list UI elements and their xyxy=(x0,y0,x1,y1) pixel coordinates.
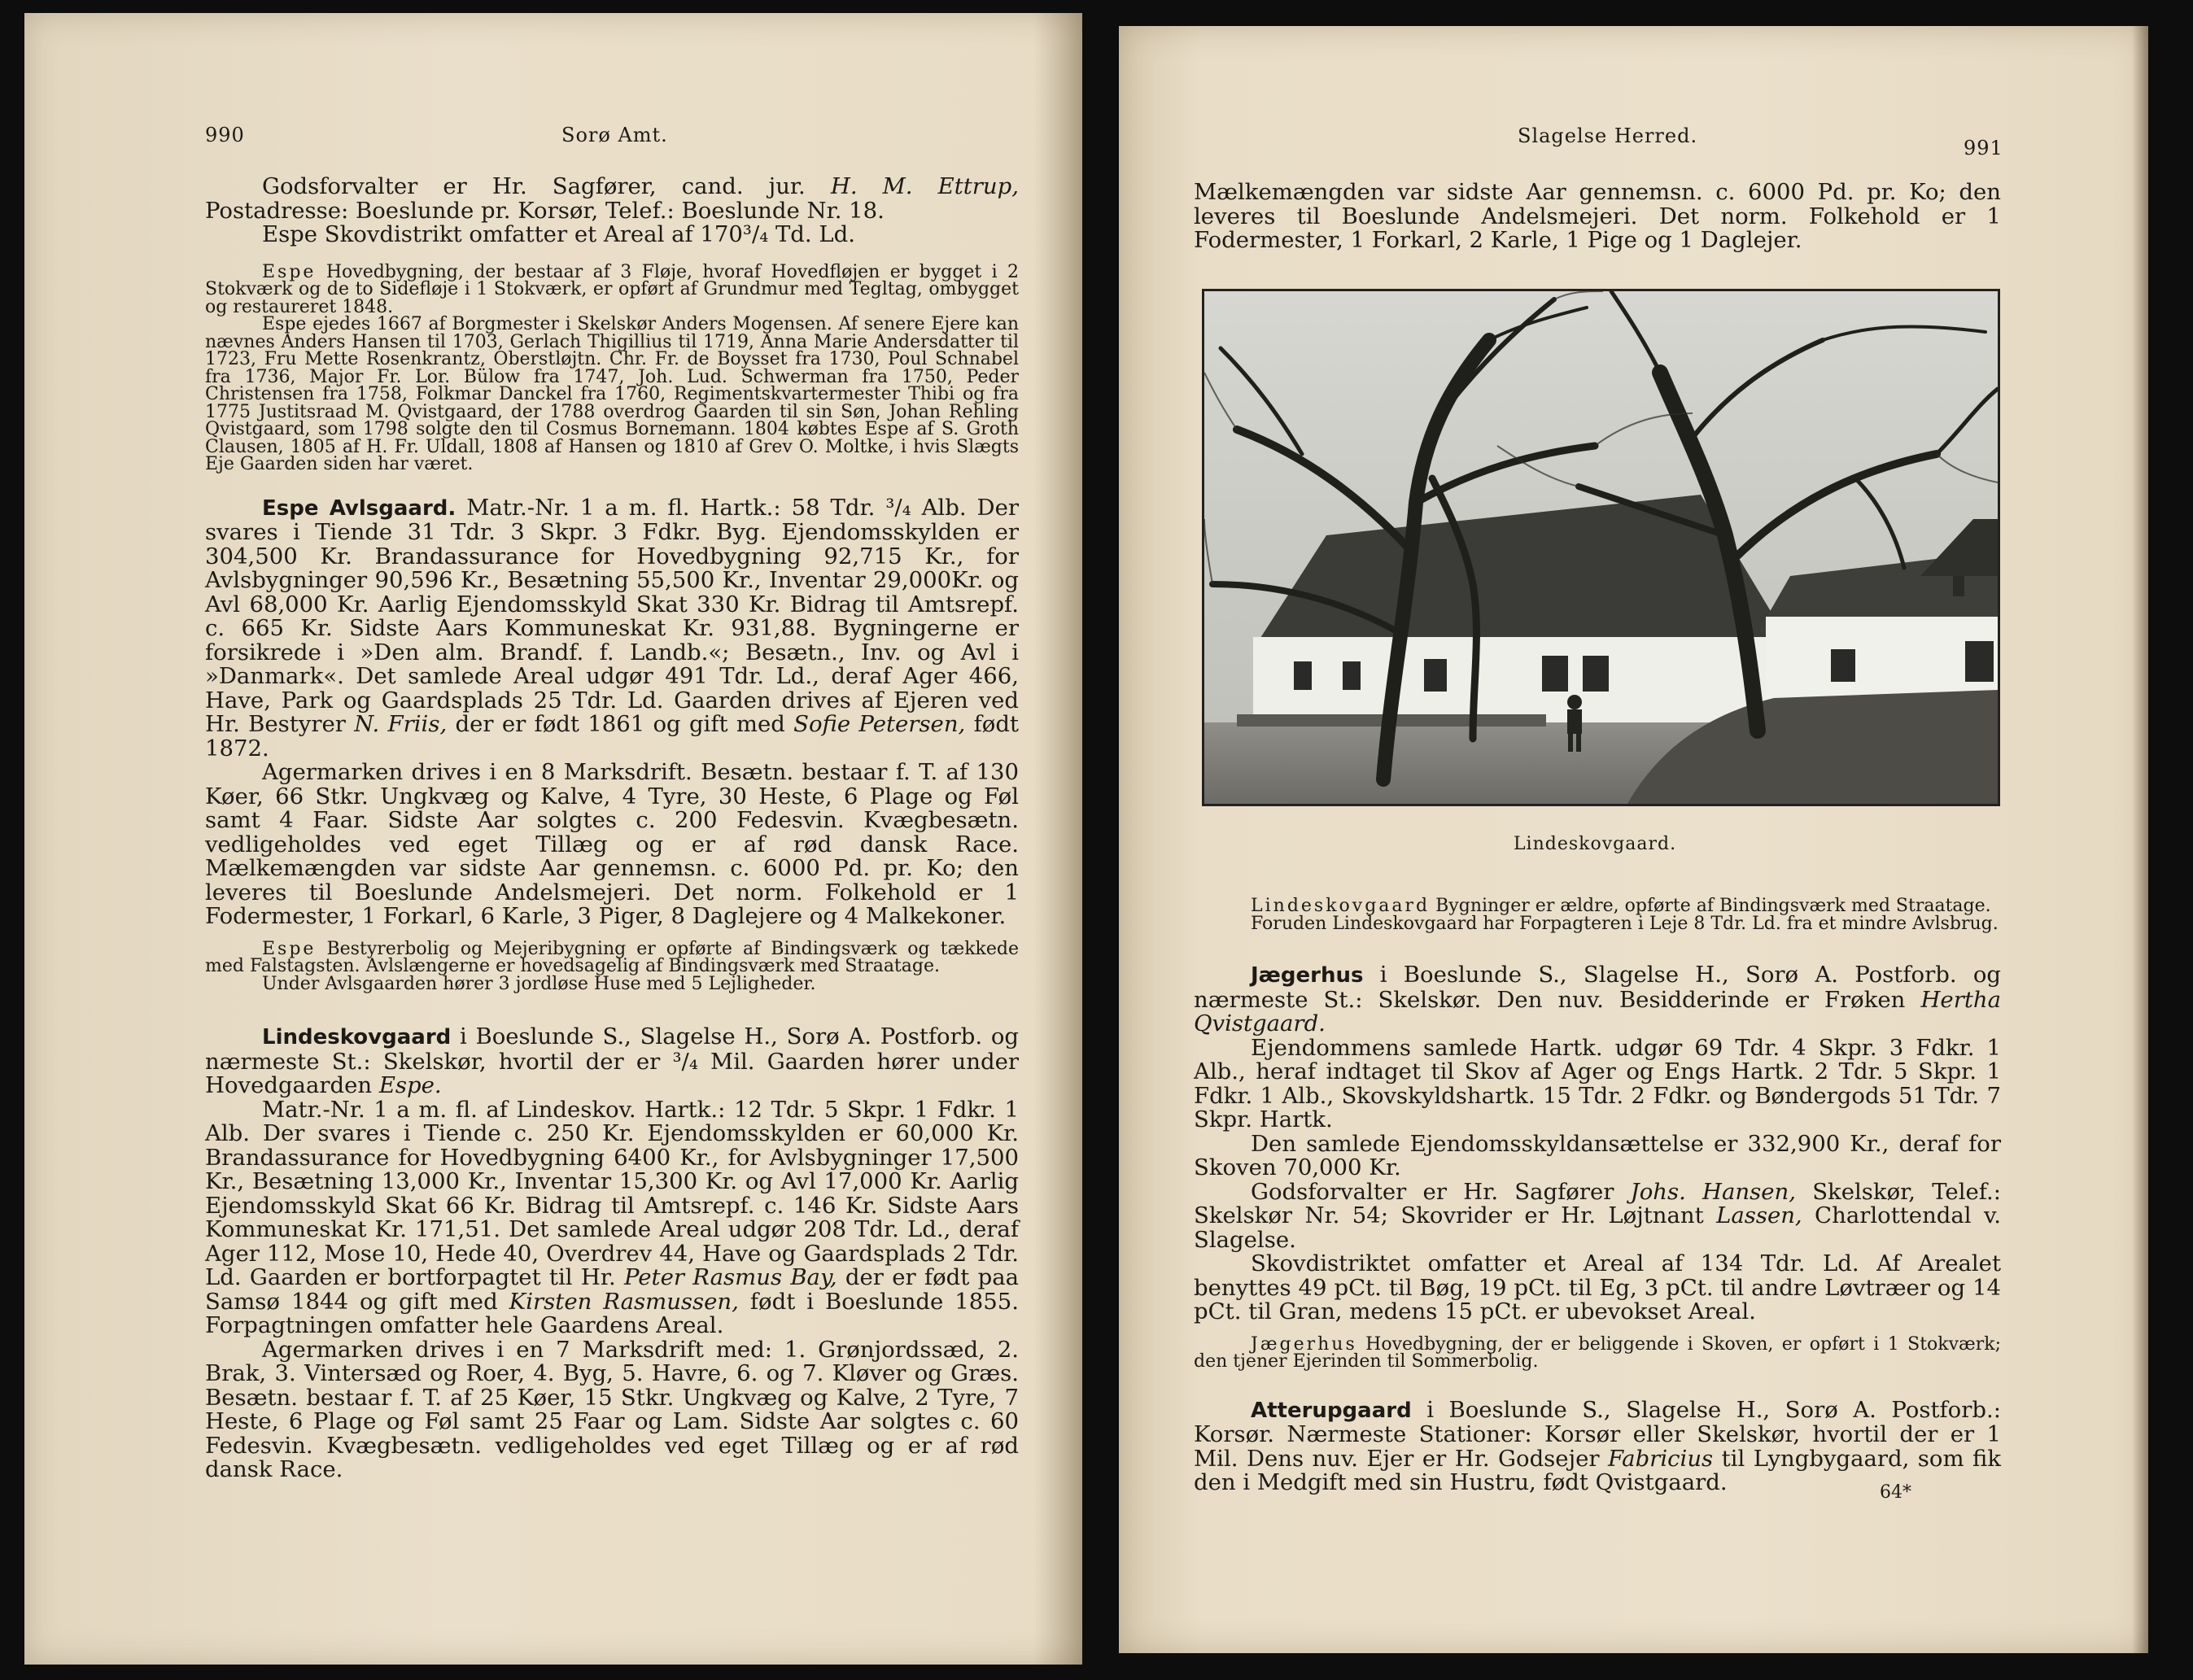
entry-heading: Jægerhus xyxy=(1251,963,1364,988)
entry-heading: Atterupgaard xyxy=(1251,1398,1412,1423)
photo-caption: Lindeskovgaard. xyxy=(1513,834,1677,854)
espe-history-note: Espe Hovedbygning, der bestaar af 3 Fløje, hvoraf Hovedfløjen er bygget i 2 Stokværk og de to Sidefløje i 1 Stokværk, er opført af Grundmur med Tegltag, ombygget og restaureret 1848. Espe ejedes 1667 af Borgmester i Skelskør Anders Mogensen. Af senere Ejere kan nævnes Anders Hansen til 1703, Gerlach Thigillius til 1719, Anna Marie Andersdatter til 1723, Fru Mette Rosenkrantz, Oberstløjtn. Chr. Fr. de Boysset fra 1730, Poul Schnabel fra 1736, Major Fr. Lor. Bülow fra 1747, Joh. Lud. Schwerman fra 1750, Peder Christensen fra 1758, Folkmar Danckel fra 1760, Regimentskvartermester Thibi og fra 1775 Justitsraad M. Qvistgaard, der 1788 overdrog Gaarden til sin Søn, Johan Rehling Qvistgaard, som 1798 solgte den til Cosmus Bornemann. 1804 købtes Espe af S. Groth Clausen, 1805 af H. Fr. Uldall, 1808 af Hansen og 1810 af Grev O. Moltke, i hvis Slægts Eje Gaarden siden har været. xyxy=(205,261,1019,474)
farmhouse-photo-illustration xyxy=(1204,291,1998,804)
entry-heading: Lindeskovgaard xyxy=(262,1025,452,1049)
left-page-number: 990 xyxy=(205,124,245,146)
atterupgaard-entry: Atterupgaard i Boeslunde S., Slagelse H., Sorø A. Postforb.: Korsør. Nærmeste Stationer: Korsør eller Skelskør, hvortil der er 1 Mil. Dens nuv. Ejer er Hr. Godsejer Fabricius til Lyngbygaard, som fik den i Medgift med sin Hustru, født Qvistgaard. xyxy=(1194,1396,2001,1495)
right-running-head: Slagelse Herred. xyxy=(1518,124,1698,147)
intro-paragraph-2: Espe Skovdistrikt omfatter et Areal af 170³/₄ Td. Ld. xyxy=(262,221,856,247)
lindeskovgaard-entry: Lindeskovgaard i Boeslunde S., Slagelse H., Sorø A. Postforb. og nærmeste St.: Skelskør, hvortil der er ³/₄ Mil. Gaarden hører under Hovedgaarden Espe. Matr.-Nr. 1 a m. fl. af Lindeskov. Hartk.: 12 Tdr. 5 Skpr. 1 Fdkr. 1 Alb. Der svares i Tiende c. 250 Kr. Ejendomsskylden er 60,000 Kr. Brandassurance for Hovedbygning 6400 Kr., for Avlsbygninger 17,500 Kr., Besætning 13,000 Kr., Inventar 15,300 Kr. og Avl 17,000 Kr. Aarlig Ejendomsskyld Skat 66 Kr. Bidrag til Amtsrepf. c. 146 Kr. Sidste Aars Kommuneskat Kr. 171,51. Det samlede Areal udgør 208 Tdr. Ld., deraf Ager 112, Mose 10, Hede 40, Overdrev 44, Have og Gaardsplads 2 Tdr. Ld. Gaarden er bortforpagtet til Hr. Peter Rasmus Bay, der er født paa Samsø 1844 og gift med Kirsten Rasmussen, født i Boeslunde 1855. Forpagtningen omfatter hele Gaardens Areal. Agermarken drives i en 7 Marksdrift med: 1. Grønjordssæd, 2. Brak, 3. Vintersæd og Roer, 4. Byg, 5. Havre, 6. og 7. Kløver og Græs. Besætn. bestaar f. T. af 25 Køer, 15 Stkr. Ungkvæg og Kalve, 2 Tyre, 7 Heste, 6 Plage og Føl samt 25 Faar og Lam. Sidste Aar solgtes c. 60 Fedesvin. Kvægbesætn. vedligeholdes ved eget Tillæg og er af rød dansk Race. xyxy=(205,1023,1020,1482)
lindeskovgaard-photo xyxy=(1202,289,2000,806)
jaegerhus-note: Jægerhus Hovedbygning, der er beliggende i Skoven, er opført i 1 Stokværk; den tjener Ejerinden til Sommerbolig. xyxy=(1194,1333,2001,1372)
left-running-head: Sorø Amt. xyxy=(561,124,668,146)
jaegerhus-entry: Jægerhus i Boeslunde S., Slagelse H., Sorø A. Postforb. og nærmeste St.: Skelskør. Den nuv. Besidderinde er Frøken Hertha Qvistgaard. Ejendommens samlede Hartk. udgør 69 Tdr. 4 Skpr. 3 Fdkr. 1 Alb., heraf indtaget til Skov af Ager og Engs Hartk. 2 Tdr. 5 Skpr. 1 Fdkr. 1 Alb., Skovskyldshartk. 15 Tdr. 2 Fdkr. og Bøndergods 51 Tdr. 7 Skpr. Hartk. Den samlede Ejendomsskyldansættelse er 332,900 Kr., deraf for Skoven 70,000 Kr. Godsforvalter er Hr. Sagfører Johs. Hansen, Skelskør, Telef.: Skelskør Nr. 54; Skovrider er Hr. Løjtnant Lassen, Charlottendal v. Slagelse. Skovdistriktet omfatter et Areal af 134 Tdr. Ld. Af Arealet benyttes 49 pCt. til Bøg, 19 pCt. til Eg, 3 pCt. til andre Løvtræer og 14 pCt. til Gran, medens 15 pCt. er ubevokset Areal. xyxy=(1194,962,2001,1324)
intro-paragraph: Godsforvalter er Hr. Sagfører, cand. jur. H. M. Ettrup, Postadresse: Boeslunde pr. Korsør, Telef.: Boeslunde Nr. 18. xyxy=(205,173,1019,224)
espe-buildings-note: Espe Bestyrerbolig og Mejeribygning er opførte af Bindingsværk og tækkede med Falstagsten. Avlslængerne er hovedsagelig af Bindingsværk med Straatage. Under Avlsgaarden hører 3 jordløse Huse med 5 Lejligheder. xyxy=(205,938,1019,994)
right-top-column xyxy=(1194,181,2001,253)
continued-paragraph: Mælkemængden var sidste Aar gennemsn. c. 6000 Pd. pr. Ko; den leveres til Boeslunde Andelsmejeri. Det norm. Folkehold er 1 Fodermester, 1 Forkarl, 2 Karle, 1 Pige og 1 Daglejer. xyxy=(1194,179,2001,253)
entry-heading: Espe Avlsgaard. xyxy=(262,495,457,521)
signature-mark: 64* xyxy=(1880,1482,1911,1503)
right-page-number: 991 xyxy=(1964,137,2003,159)
right-bottom-column xyxy=(1194,897,2001,1495)
espe-avlsgaard-entry: Espe Avlsgaard. Matr.-Nr. 1 a m. fl. Hartk.: 58 Tdr. ³/₄ Alb. Der svares i Tiende 31 Tdr. 3 Skpr. 3 Fdkr. Byg. Ejendomsskylden er 304,500 Kr. Brandassurance for Hovedbygning 92,715 Kr., for Avlsbygninger 90,596 Kr., Besætning 55,500 Kr., Inventar 29,000Kr. og Avl 68,000 Kr. Aarlig Ejendomsskyld Skat 330 Kr. Bidrag til Amtsrepf. c. 665 Kr. Sidste Aars Kommuneskat Kr. 931,88. Bygningerne er forsikrede i »Den alm. Brandf. f. Landb.«; Besætn., Inv. og Avl i »Danmark«. Det samlede Areal udgør 491 Tdr. Ld., deraf Ager 466, Have, Park og Gaardsplads 25 Tdr. Ld. Gaarden drives af Ejeren ved Hr. Bestyrer N. Friis, der er født 1861 og gift med Sofie Petersen, født 1872. Agermarken drives i en 8 Marksdrift. Besætn. bestaar f. T. af 130 Køer, 66 Stkr. Ungkvæg og Kalve, 4 Tyre, 30 Heste, 6 Plage og Føl samt 4 Faar. Sidste Aar solgtes c. 200 Fedesvin. Kvægbesætn. vedligeholdes ved eget Tillæg og er af rød dansk Race. Mælkemængden var sidste Aar gennemsn. c. 6000 Pd. pr. Ko; den leveres til Boeslunde Andelsmejeri. Det norm. Folkehold er 1 Fodermester, 1 Forkarl, 6 Karle, 3 Piger, 8 Daglejere og 4 Malkekoner. xyxy=(205,494,1019,929)
left-column xyxy=(205,175,1019,1482)
lindeskovgaard-note: Lindeskovgaard Bygninger er ældre, opførte af Bindingsværk med Straatage. Foruden Lindeskovgaard har Forpagteren i Leje 8 Tdr. Ld. fra et mindre Avlsbrug. xyxy=(1251,896,1999,934)
